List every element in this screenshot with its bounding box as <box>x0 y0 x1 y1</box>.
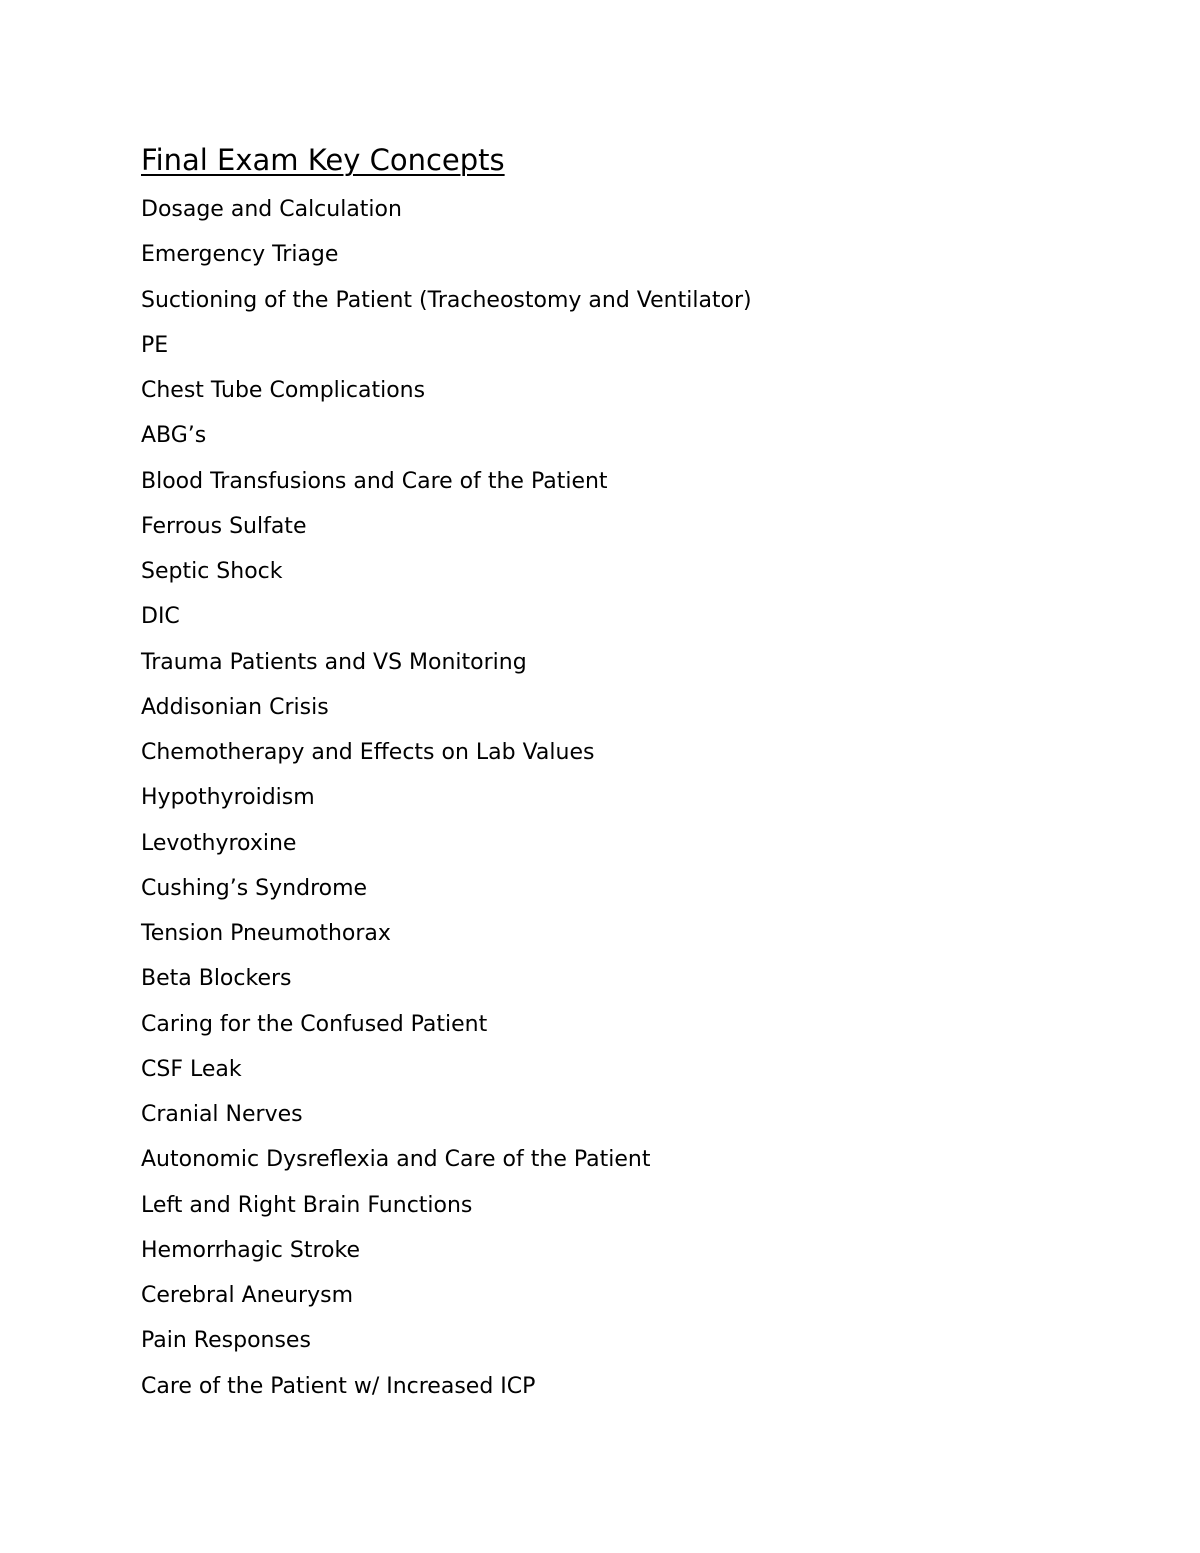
concept-item: Beta Blockers <box>141 966 292 992</box>
concept-item: Chest Tube Complications <box>141 378 426 403</box>
concept-item: CSF Leak <box>141 1056 242 1082</box>
concept-item: ABG’s <box>141 423 207 449</box>
concept-item: Blood Transfusions and Care of the Patient <box>141 468 608 494</box>
concept-item: DIC <box>141 604 180 630</box>
concept-item: Cerebral Aneurysm <box>141 1283 354 1308</box>
concept-item: Septic Shock <box>141 559 283 584</box>
concept-item: Care of the Patient w/ Increased ICP <box>141 1373 536 1399</box>
concept-item: Dosage and Calculation <box>141 197 402 222</box>
concept-item: Cranial Nerves <box>141 1102 303 1127</box>
concept-item: Emergency Triage <box>141 242 339 268</box>
concept-item: Addisonian Crisis <box>141 694 329 720</box>
concept-item: Cushing’s Syndrome <box>141 875 368 901</box>
concept-item: Caring for the Confused Patient <box>141 1011 488 1037</box>
concept-item: Autonomic Dysreflexia and Care of the Patient <box>141 1147 651 1173</box>
concept-item: Tension Pneumothorax <box>141 921 391 946</box>
concept-list <box>141 193 752 1415</box>
concept-item: Suctioning of the Patient (Tracheostomy and Ventilator) <box>141 287 752 313</box>
document-title: Final Exam Key Concepts <box>141 143 505 177</box>
concept-item: Levothyroxine <box>141 830 297 856</box>
concept-item: Hypothyroidism <box>141 785 315 811</box>
concept-item: Chemotherapy and Effects on Lab Values <box>141 740 595 765</box>
concept-item: Left and Right Brain Functions <box>141 1192 473 1218</box>
concept-item: Hemorrhagic Stroke <box>141 1237 360 1263</box>
concept-item: Pain Responses <box>141 1328 311 1354</box>
concept-item: PE <box>141 332 169 358</box>
concept-item: Ferrous Sulfate <box>141 513 307 539</box>
concept-item: Trauma Patients and VS Monitoring <box>141 649 527 675</box>
